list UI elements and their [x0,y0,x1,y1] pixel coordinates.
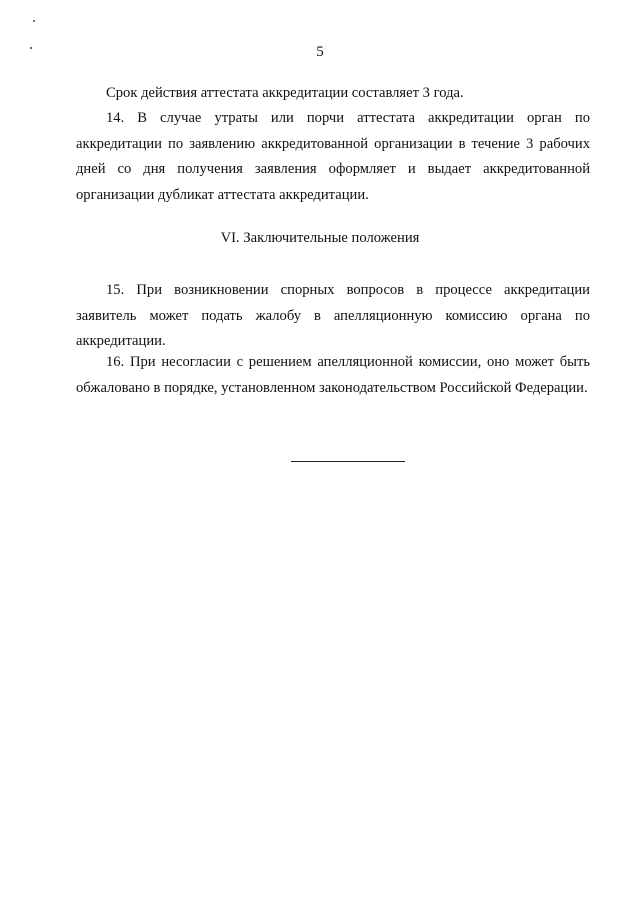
end-divider [291,461,405,462]
section-heading: VI. Заключительные положения [220,230,420,246]
paragraph-16: 16. При несогласии с решением апелляционной комиссии, оно может быть обжаловано в порядке, установленном законодательством Российской Федерации. [76,354,590,396]
scan-speck [33,20,35,22]
page-number: 5 [316,44,324,60]
paragraph-15: 15. При возникновении спорных вопросов в процессе аккредитации заявитель может подать жалобу в апелляционную комиссию органа по аккредитации. [76,282,590,350]
paragraph-14: 14. В случае утраты или порчи аттестата аккредитации орган по аккредитации по заявлению аккредитованной организации в течение 3 рабочих дней со дня получения заявления оформляет и выдает аккредитованной организации дубликат аттестата аккредитации. [76,110,590,203]
paragraph-validity-period: Срок действия аттестата аккредитации составляет 3 года. [106,85,464,101]
